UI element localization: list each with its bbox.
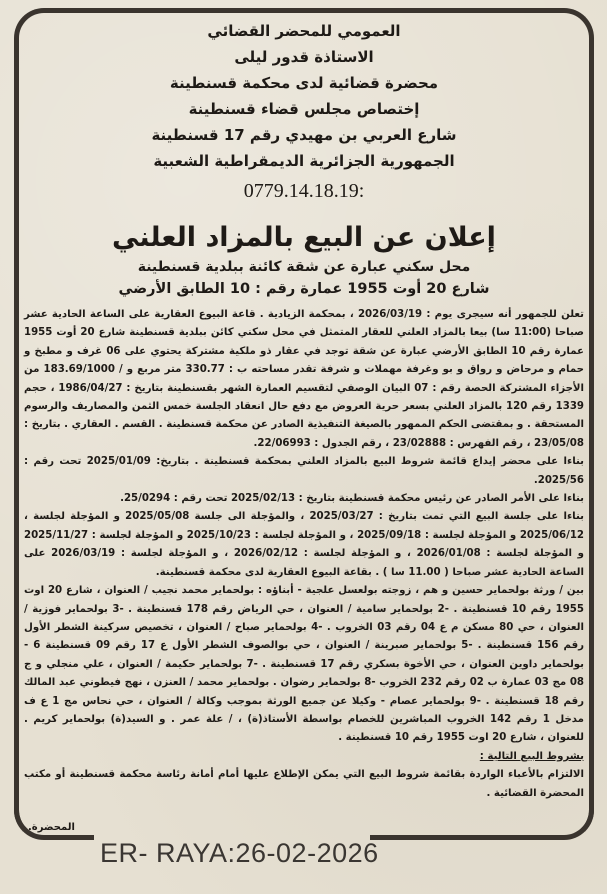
header-line: إختصاص مجلس قضاء قسنطينة [188,100,420,118]
notice-body [24,306,584,803]
notice-content [24,18,584,803]
phone-number: 0779.14.18.19: [243,180,365,202]
body-paragraph: تعلن للجمهور أنه سيجرى يوم : 2026/03/19 ، بمحكمة الزيادية . قاعة البيوع العقارية على الساعة الحادية عشر صباحا (11:00 سا) بيعا بالمزاد العلني للعقار المتمثل في محل سكني كائن ببلدية قسنطينة شارع 20 أوت 1955 عمارة رقم 10 الطابق الأرضي عبارة عن شقة توجد في عقار ذو ملكية مشتركة يحتوي على 06 غرف و مطبخ و حمام و مرحاض و رواق و بو وغرفة مهملات و شرفة تقدر مساحته ب : 330.77 متر مربع و / 183.69/1000 من الأجزاء المشتركة الحصة رقم : 07 البيان الوصفي لتقسيم العمارة الشهر بقسنطينة بتاريخ : 1986/04/27 ، حجم 1339 رقم 120 بالمزاد العلني بسعر حرية العروض مع دفع حال انعقاد الجلسة خمس الثمن والمصاريف والرسوم المستحقة . و بمقتضى الحكم الممهور بالصيغة التنفيذية الصادر عن محكمة قسنطينة . القسم . العقاري . بتاريخ : 23/05/08 ، رقم الفهرس : 23/02888 ، رقم الجدول : 22/06993. [24,309,584,449]
notice-subtitle: محل سكني عبارة عن شقة كائنة ببلدية قسنطينة [137,259,471,275]
bailiff-header [24,18,584,206]
body-paragraph: بناءا على جلسة البيع التي تمت بتاريخ : 2025/03/27 ، والمؤجلة الى جلسة 2025/05/08 و المؤجلة لجلسة ، 2025/06/12 و المؤجلة لجلسة : 2025/09/18 ، و المؤجلة لجلسة : 2025/10/23 و المؤجلة لجلسة : 2025/11/27 و المؤجلة لجلسة : 2026/01/08 ، و المؤجلة لجلسة : 2026/02/12 ، و المؤجلة لجلسة : 2026/03/19 على الساعة الحادية عشر صباحا ( 11.00 سا ) . بقاعة البيوع العقارية لدى محكمة قسنطينة. [24,511,585,578]
signature: المحضرة. [28,822,75,833]
conditions-heading: بشروط البيع التالية : [479,750,584,762]
body-paragraph: بين / ورثة بولحماير حسين و هم ، زوجته بولعسل علجية - أبناؤه : بولحماير محمد نجيب / العنوان ، شارع 20 اوت 1955 رقم 10 قسنطينة . -2 بولحماير سامية / العنوان ، حي الرياض رقم 178 قسنطينة . -3 بولحماير فوزية / العنوان ، حي 80 مسكن م ع 04 رقم 03 الخروب . -4 بولحماير صباح / العنوان ، تخصيص سركينة الشطر الأول رقم 156 قسنطينة . -5 بولحماير صبرينة / العنوان ، حي بوالصوف الشطر الأول ع 17 رقم 09 قسنطينة 6 - بولحماير داوين العنوان ، حي الأخوة بسكري رقم 17 قسنطينة . -7 بولحماير حكيمة / العنوان ، علي منجلي و ج 08 مج 03 عمارة ب 02 رقم 232 الخروب -8 بولحماير رضوان . بولحماير محمد / العنزن ، نهج فيطوني عبد المالك رقم 18 قسنطينة . -9 بولحماير عصام - وكيلا عن جميع الورثة بموجب وكالة / العنوان ، حي نحاس مج 1 ع ف مدخل 1 رقم 142 الخروب المباشرين للخصام بواسطة الأستاذ(ة) ، / علة عمر . و السيد(ة) بولحماير كريم . للعنوان ، شارع 20 اوت 1955 رقم 10 قسنطينة . [24,585,584,744]
notice-frame-corner-left [14,800,94,840]
header-line: محضرة قضائية لدى محكمة قسنطينة [169,74,439,92]
body-paragraph: بناءا على محضر إيداع قائمة شروط البيع بالمزاد العلني بمحكمة قسنطينة . بتاريخ: 2025/01/09 تحت رقم : 2025/56. [24,456,584,486]
header-line: العمومي للمحضر القضائي [207,22,401,40]
header-line: الاستاذة قدور ليلى [234,48,374,66]
header-line: الجمهورية الجزائرية الديمقراطية الشعبية [153,152,455,170]
property-address: شارع 20 أوت 1955 عمارة رقم : 10 الطابق الأرضي [118,281,490,297]
body-paragraph: بناءا على الأمر الصادر عن رئيس محكمة قسنطينة بتاريخ : 2025/02/13 تحت رقم : 25/0294. [120,493,584,505]
notice-title: إعلان عن البيع بالمزاد العلني [112,222,496,253]
publication-date: ER- RAYA:26-02-2026 [100,838,379,868]
notice-frame-corner-right [370,800,594,840]
header-line: شارع العربي بن مهيدي رقم 17 قسنطينة [151,126,457,144]
body-paragraph: الالتزام بالأعباء الواردة بقائمة شروط البيع التي يمكن الإطلاع عليها أمام أمانة رئاسة محكمة قسنطينة أو مكتب المحضرة القضائية . [24,769,584,799]
